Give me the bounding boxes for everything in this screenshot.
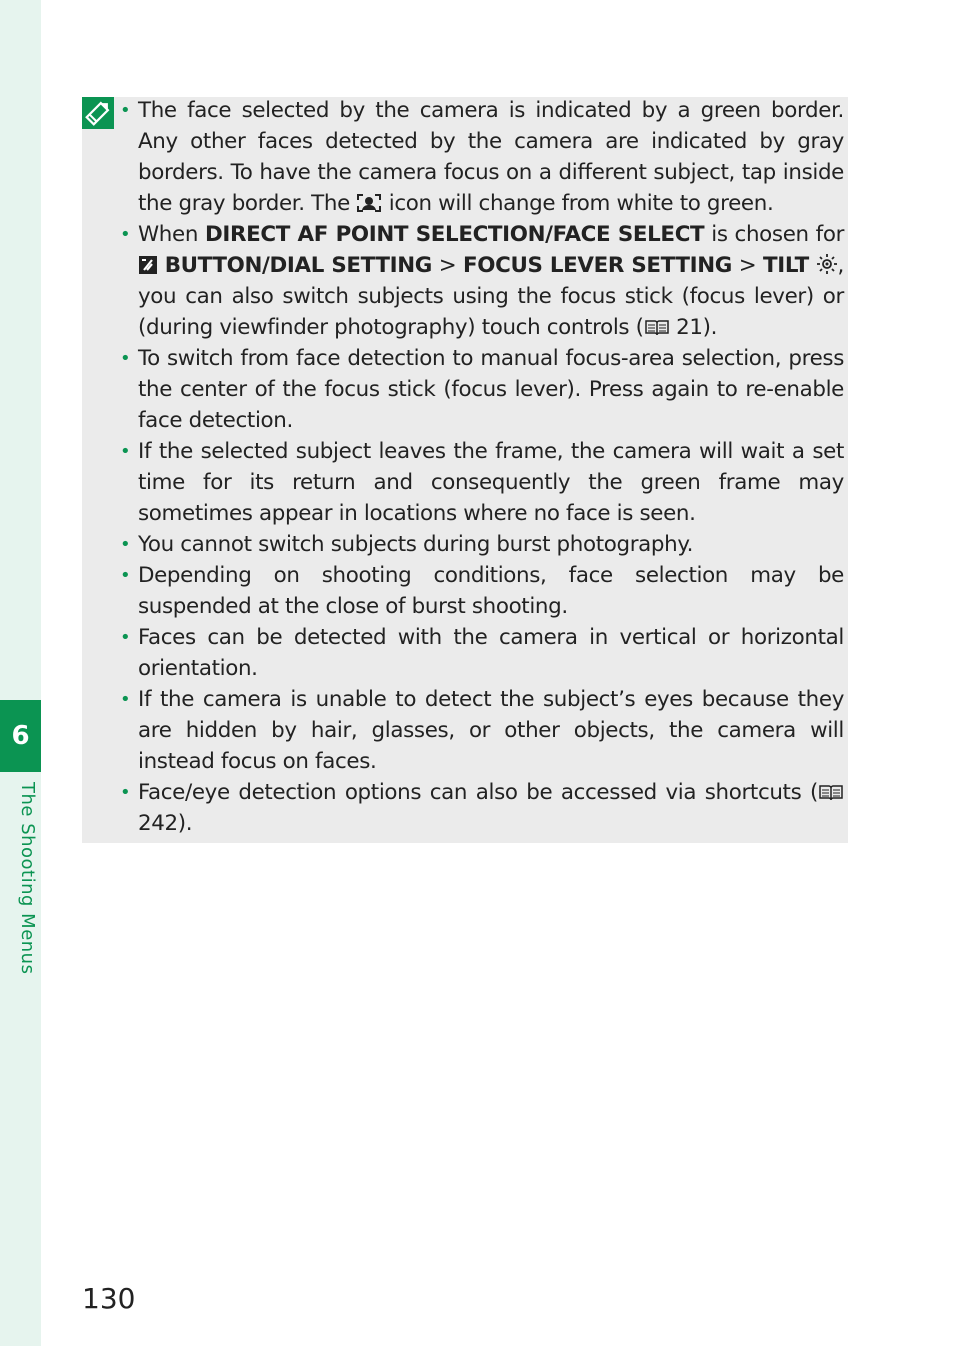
note-item: • Depending on shooting conditions, face selection may be suspended at the close of burst shooting.: [120, 560, 844, 622]
bullet: •: [120, 100, 131, 121]
tilt-screen-icon: [816, 253, 838, 275]
note-box: [82, 97, 848, 843]
chapter-side-strip: [0, 0, 41, 1346]
bullet: •: [120, 627, 131, 648]
note-item: • You cannot switch subjects during burst photography.: [120, 529, 844, 560]
bullet: •: [120, 565, 131, 586]
setup-menu-icon: [138, 255, 158, 275]
chapter-number-tab: [0, 700, 41, 772]
bullet: •: [120, 534, 131, 555]
note-item: • Faces can be detected with the camera in vertical or horizontal orientation.: [120, 622, 844, 684]
page-reference-icon: [818, 784, 844, 802]
bullet: •: [120, 441, 131, 462]
note-list: [120, 95, 844, 839]
chapter-number: 6: [11, 721, 30, 751]
note-icon: [82, 97, 114, 129]
bullet: •: [120, 689, 131, 710]
bullet: •: [120, 348, 131, 369]
face-detection-icon: [356, 193, 382, 213]
page-reference-icon: [644, 319, 670, 337]
bullet: •: [120, 224, 131, 245]
note-item: • If the selected subject leaves the frame, the camera will wait a set time for its return and consequently the green frame may sometimes appear in locations where no face is seen.: [120, 436, 844, 529]
chapter-title: The Shooting Menus: [17, 782, 38, 975]
note-item: • To switch from face detection to manual focus-area selection, press the center of the focus stick (focus lever). Press again to re-enable face detection.: [120, 343, 844, 436]
note-item: • If the camera is unable to detect the subject’s eyes because they are hidden by hair, glasses, or other objects, the camera will instead focus on faces.: [120, 684, 844, 777]
note-item: • Face/eye detection options can also be accessed via shortcuts ( 242).: [120, 777, 844, 839]
bullet: •: [120, 782, 131, 803]
note-item: • When DIRECT AF POINT SELECTION/FACE SELECT is chosen for BUTTON/DIAL SETTING > FOCUS LEVER SETTING > TILT , you can also switch subjects using the focus stick (focus lever) or (during viewfinder photography) touch controls ( 21).: [120, 219, 844, 343]
page-number: 130: [82, 1282, 136, 1315]
note-item: • The face selected by the camera is indicated by a green border. Any other faces detected by the camera are indicated by gray borders. To have the camera focus on a different subject, tap inside the gray border. The icon will change from white to green.: [120, 95, 844, 219]
